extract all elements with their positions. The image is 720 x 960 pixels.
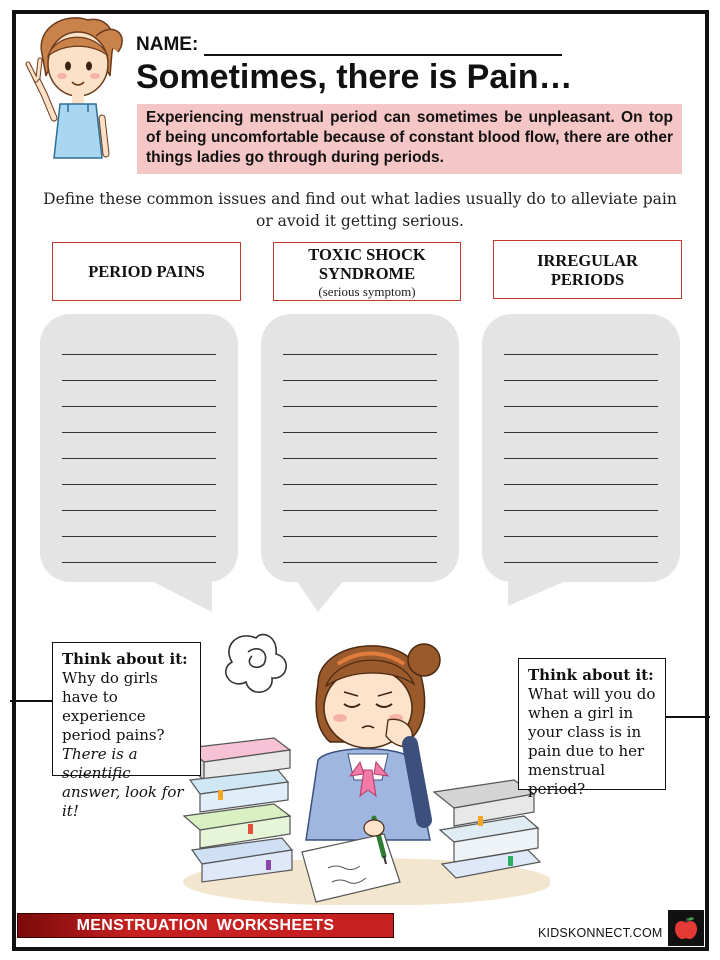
instructions-text: Define these common issues and find out what ladies usually do to alleviate pain or avoid it getting serious. <box>43 190 677 230</box>
footer-label: MENSTRUATION WORKSHEETS <box>76 916 335 934</box>
left-connector-line <box>10 700 52 702</box>
right-book-stack <box>434 780 540 878</box>
topic-box-irregular-periods <box>493 240 682 299</box>
answer-bubble-irregular-periods[interactable] <box>482 314 680 582</box>
right-connector-line <box>664 716 710 718</box>
footer-bar <box>17 913 394 938</box>
write-line[interactable] <box>283 536 437 537</box>
write-line[interactable] <box>504 432 658 433</box>
write-line[interactable] <box>283 484 437 485</box>
write-line[interactable] <box>504 536 658 537</box>
page-title: Sometimes, there is Pain… <box>136 58 573 96</box>
write-line[interactable] <box>504 354 658 355</box>
write-line[interactable] <box>504 510 658 511</box>
name-field[interactable] <box>136 34 562 56</box>
think-question: What will you do when a girl in your class is in pain due to her menstrual period? <box>528 685 656 798</box>
site-label[interactable]: KIDSKONNECT.COM <box>538 926 663 940</box>
think-heading: Think about it: <box>62 650 188 668</box>
topic-title: IRREGULAR PERIODS <box>537 250 638 289</box>
write-line[interactable] <box>504 562 658 563</box>
write-line[interactable] <box>283 380 437 381</box>
write-line[interactable] <box>62 354 216 355</box>
topic-box-toxic-shock-syndrome <box>273 242 461 301</box>
write-line[interactable] <box>283 458 437 459</box>
write-line[interactable] <box>62 458 216 459</box>
tired-girl-studying-illustration <box>178 620 550 905</box>
topic-box-period-pains <box>52 242 241 301</box>
write-line[interactable] <box>62 432 216 433</box>
write-line[interactable] <box>283 432 437 433</box>
write-line[interactable] <box>283 354 437 355</box>
think-hint: There is a scientific answer, look for it! <box>62 745 184 820</box>
think-about-it-right <box>518 658 666 798</box>
name-label: NAME: <box>136 34 199 55</box>
apple-icon <box>672 914 700 942</box>
intro-text: Experiencing menstrual period can sometimes be unpleasant. On top of being uncomfortable because of constant blood flow, there are other things ladies go through during periods. <box>146 109 673 166</box>
topic-subtitle: (serious symptom) <box>318 283 416 299</box>
girl-peace-sign-illustration <box>22 14 134 160</box>
write-line[interactable] <box>283 562 437 563</box>
think-question: Why do girls have to experience period pains? <box>62 669 165 744</box>
topic-title: TOXIC SHOCK SYNDROME <box>308 244 426 283</box>
write-line[interactable] <box>62 380 216 381</box>
write-line[interactable] <box>504 458 658 459</box>
think-about-it-left <box>52 642 201 820</box>
write-line[interactable] <box>62 562 216 563</box>
think-heading: Think about it: <box>528 666 654 684</box>
intro-box <box>137 104 682 174</box>
write-line[interactable] <box>504 484 658 485</box>
write-line[interactable] <box>62 536 216 537</box>
write-line[interactable] <box>62 510 216 511</box>
write-line[interactable] <box>62 406 216 407</box>
answer-bubble-period-pains[interactable] <box>40 314 238 582</box>
write-line[interactable] <box>283 406 437 407</box>
name-write-line[interactable] <box>204 36 562 56</box>
write-line[interactable] <box>62 484 216 485</box>
write-line[interactable] <box>504 406 658 407</box>
kidskonnect-logo[interactable] <box>668 910 704 946</box>
topic-title: PERIOD PAINS <box>88 262 205 281</box>
write-line[interactable] <box>283 510 437 511</box>
answer-bubble-toxic-shock[interactable] <box>261 314 459 582</box>
write-line[interactable] <box>504 380 658 381</box>
